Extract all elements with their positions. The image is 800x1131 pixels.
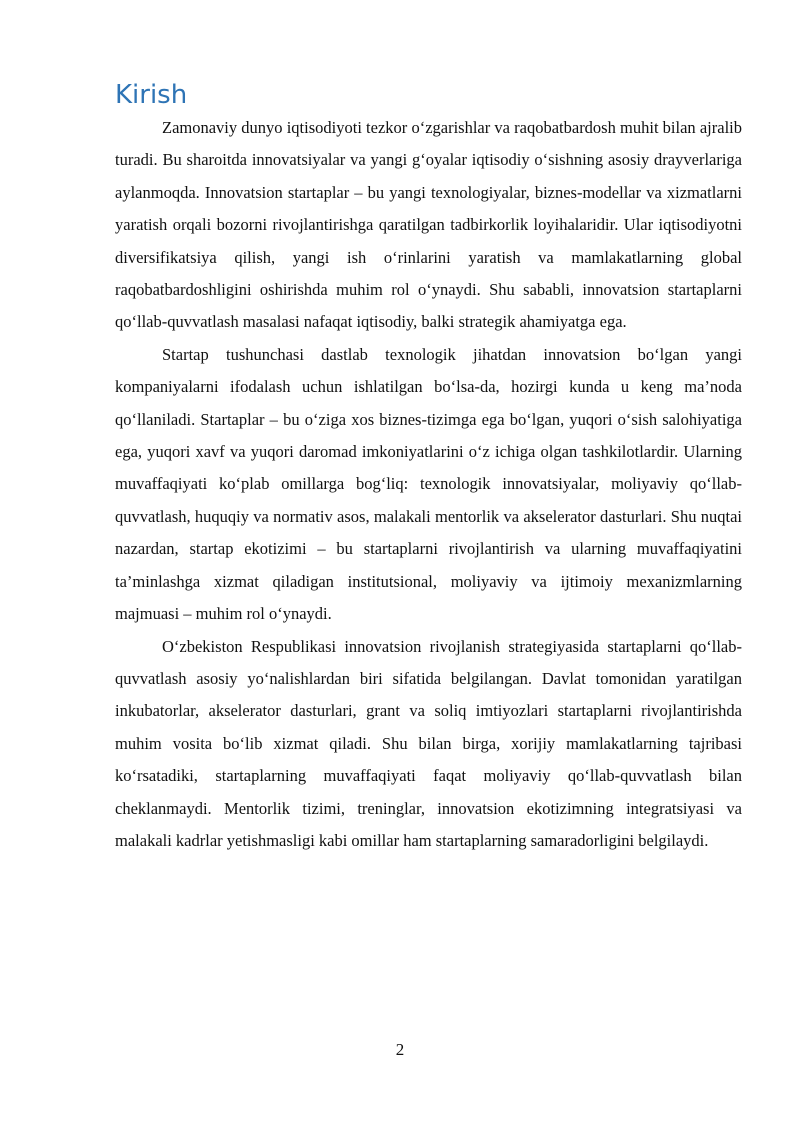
page-body [115,78,742,857]
section-heading: Kirish [115,80,188,110]
paragraph-intro: Zamonaviy dunyo iqtisodiyoti tezkor o‘zgarishlar va raqobatbardosh muhit bilan ajralib turadi. Bu sharoitda innovatsiyalar va yangi g‘oyalar iqtisodiy o‘sishning asosiy drayverlariga aylanmoqda. Innovatsion startaplar – bu yangi texnologiyalar, biznes-modellar va xizmatlarni yaratish orqali bozorni rivojlantirishga qaratilgan tadbirkorlik loyihalaridir. Ular iqtisodiyotni diversifikatsiya qilish, yangi ish o‘rinlarini yaratish va mamlakatlarning global raqobatbardoshligini oshirishda muhim rol o‘ynaydi. Shu sababli, innovatsion startaplarni qo‘llab-quvvatlash masalasi nafaqat iqtisodiy, balki strategik ahamiyatga ega. [115,118,742,332]
paragraph-startup-concept: Startap tushunchasi dastlab texnologik jihatdan innovatsion bo‘lgan yangi kompaniyalarni ifodalash uchun ishlatilgan bo‘lsa-da, hozirgi kunda u keng ma’noda qo‘llaniladi. Startaplar – bu o‘ziga xos biznes-tizimga ega bo‘lgan, yuqori o‘sish salohiyatiga ega, yuqori xavf va yuqori daromad imkoniyatlarini o‘z ichiga olgan tashkilotlardir. Ularning muvaffaqiyati ko‘plab omillarga bog‘liq: texnologik innovatsiyalar, moliyaviy qo‘llab-quvvatlash, huquqiy va normativ asos, malakali mentorlik va akselerator dasturlari. Shu nuqtai nazardan, startap ekotizimi – bu startaplarni rivojlantirish va ularning muvaffaqiyatini ta’minlashga xizmat qiladigan institutsional, moliyaviy va ijtimoiy mexanizmlarning majmuasi – muhim rol o‘ynaydi. [115,344,742,624]
paragraph-uzbekistan-strategy: O‘zbekiston Respublikasi innovatsion rivojlanish strategiyasida startaplarni qo‘llab-quvvatlash asosiy yo‘nalishlardan biri sifatida belgilangan. Davlat tomonidan yaratilgan inkubatorlar, akselerator dasturlari, grant va soliq imtiyozlari startaplarni rivojlantirishda muhim vosita bo‘lib xizmat qiladi. Shu bilan birga, xorijiy mamlakatlarning tajribasi ko‘rsatadiki, startaplarning muvaffaqiyati faqat moliyaviy qo‘llab-quvvatlash bilan cheklanmaydi. Mentorlik tizimi, treninglar, innovatsion ekotizimning integratsiyasi va malakali kadrlar yetishmasligi kabi omillar ham startaplarning samaradorligini belgilaydi. [115,636,742,850]
page-number: 2 [395,1040,405,1059]
